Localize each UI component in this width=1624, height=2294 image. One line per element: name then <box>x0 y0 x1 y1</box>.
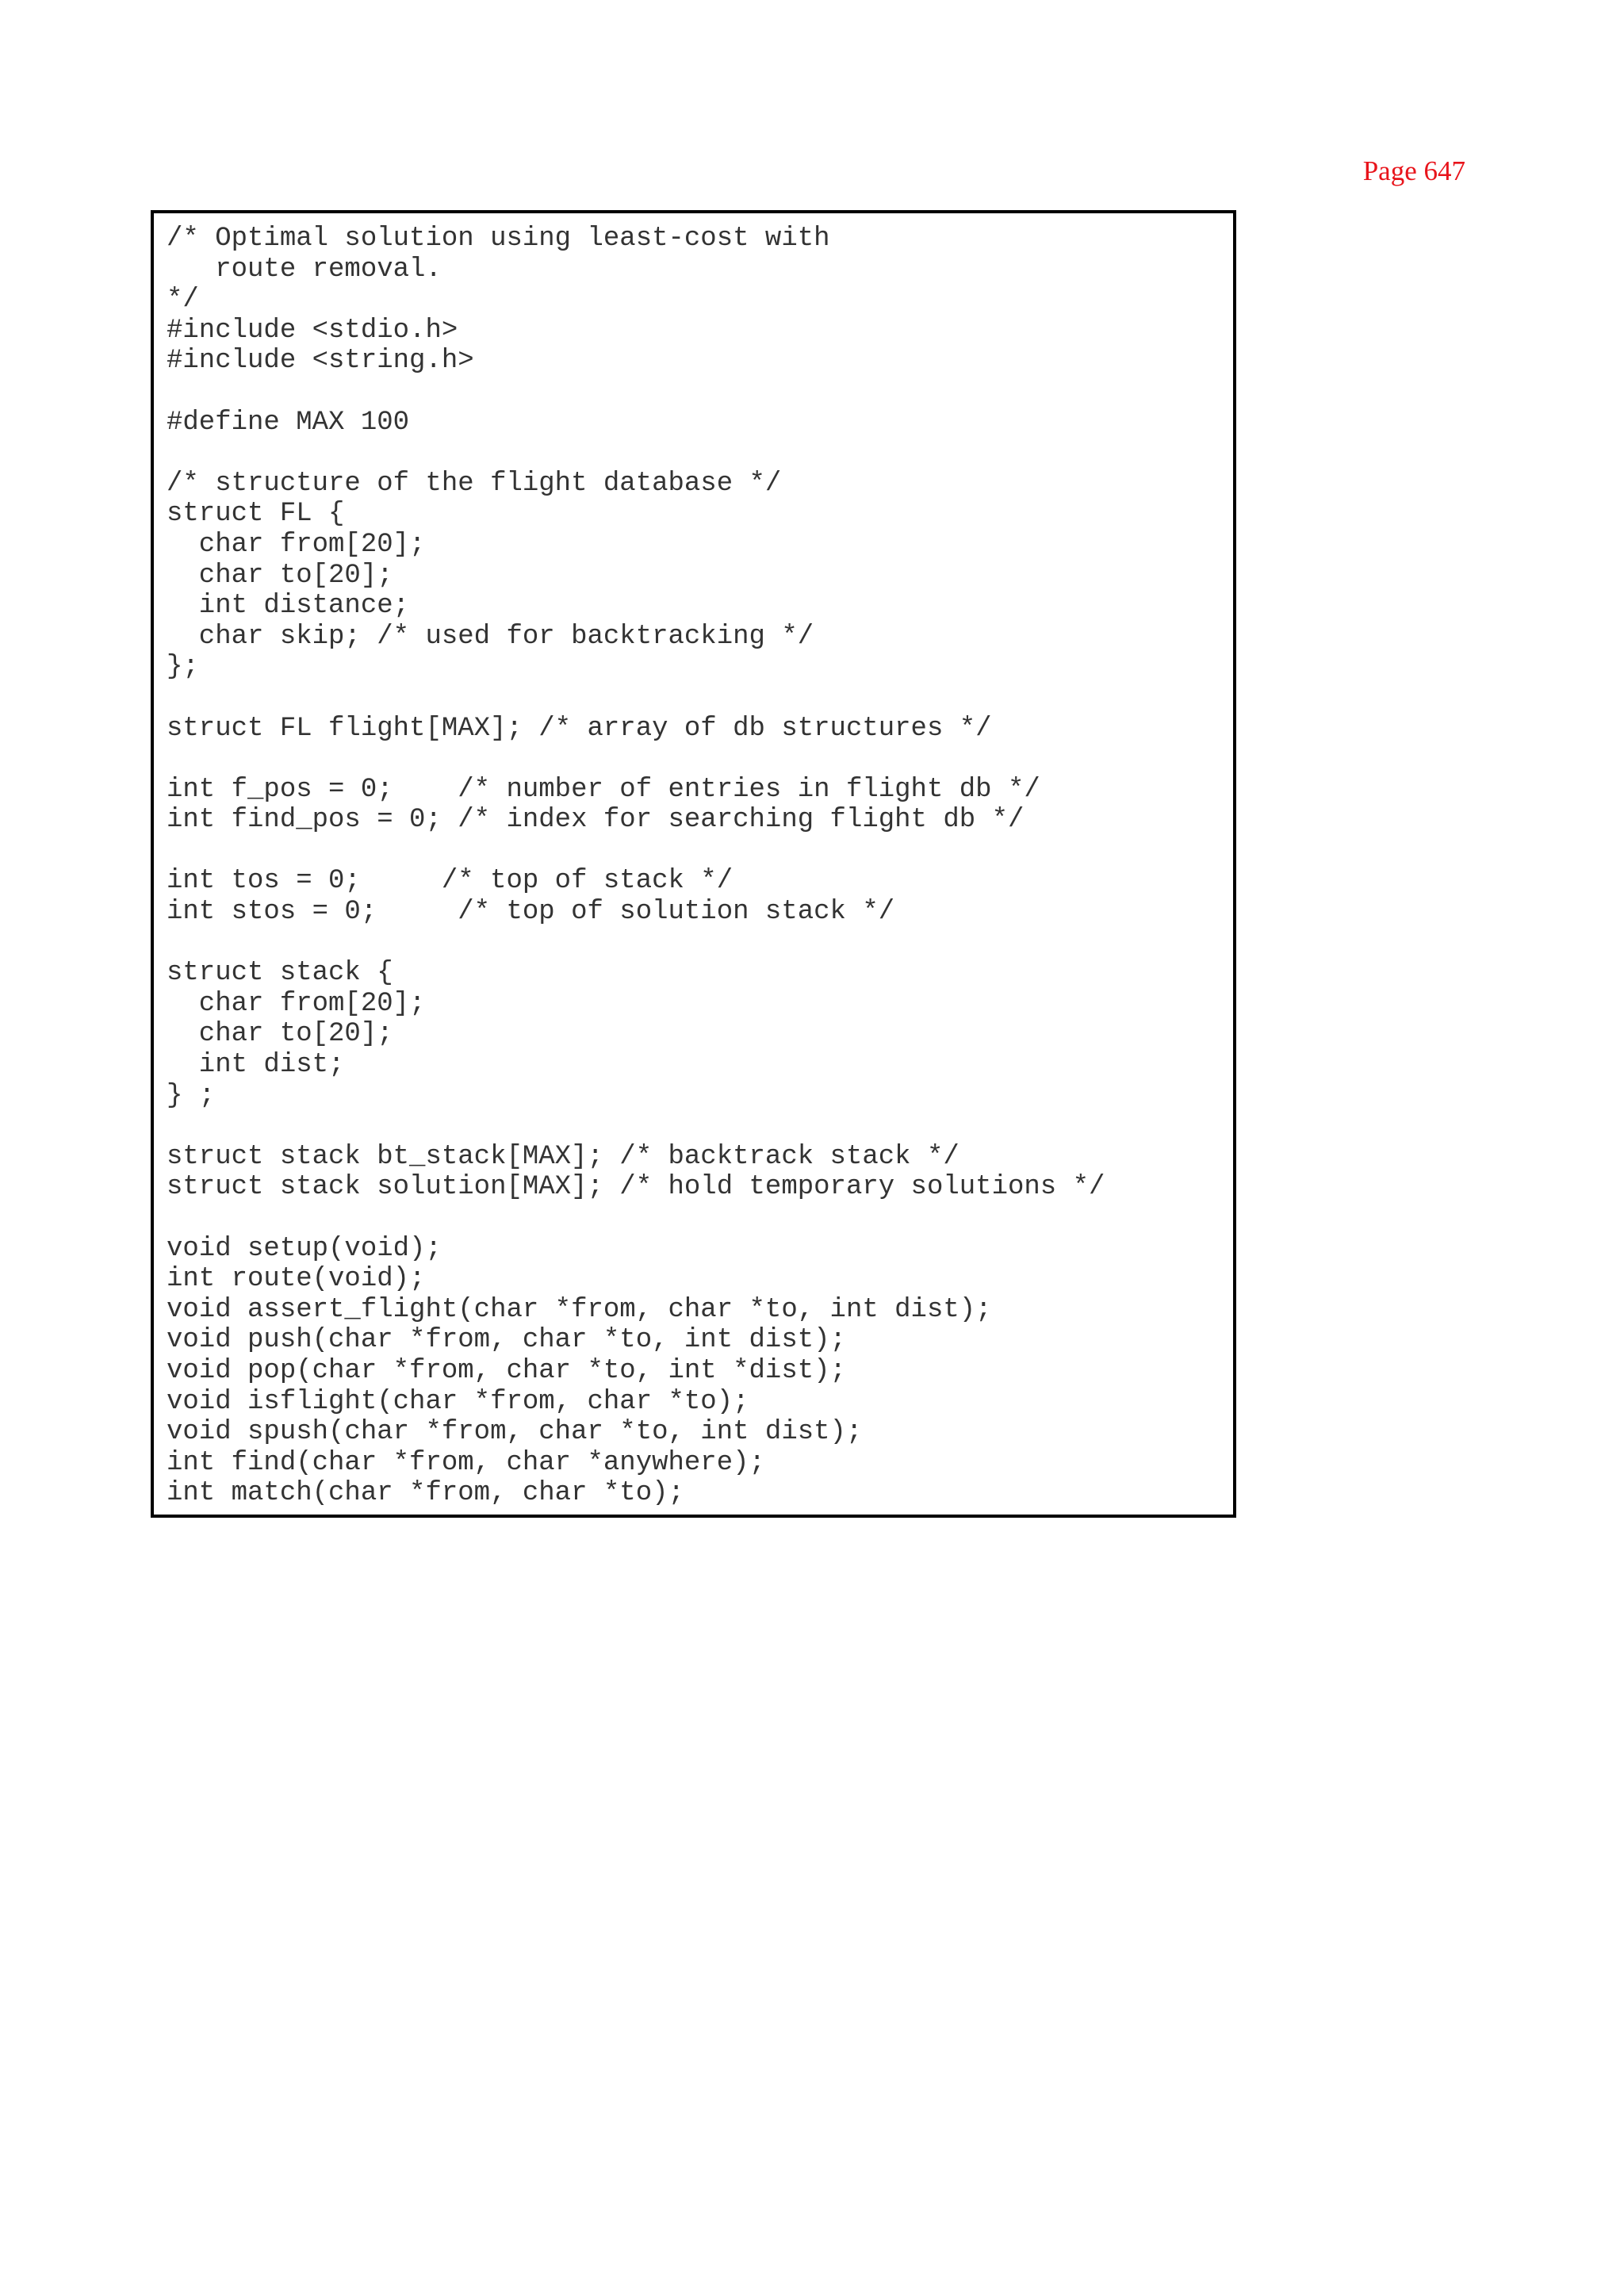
code-line: route removal. <box>167 254 442 285</box>
code-line: */ <box>167 285 199 316</box>
code-listing <box>167 224 1105 1509</box>
code-line-blank <box>167 836 1105 867</box>
code-line: char from[20]; <box>167 988 426 1019</box>
code-line: int find_pos = 0; /* index for searching flight db */ <box>167 805 1025 836</box>
code-line-blank <box>167 1203 1105 1234</box>
code-line: int f_pos = 0; /* number of entries in flight db */ <box>167 774 1040 805</box>
code-line: #include <string.h> <box>167 346 474 377</box>
code-line: #include <stdio.h> <box>167 315 458 346</box>
code-line: struct FL { <box>167 499 345 530</box>
code-line-blank <box>167 1111 1105 1142</box>
code-line-blank <box>167 744 1105 775</box>
code-line: char to[20]; <box>167 560 393 591</box>
code-line: void pop(char *from, char *to, int *dist); <box>167 1355 846 1386</box>
code-line: void isflight(char *from, char *to); <box>167 1386 749 1417</box>
code-line: int dist; <box>167 1050 345 1081</box>
code-line: }; <box>167 652 199 683</box>
code-line: struct stack bt_stack[MAX]; /* backtrack stack */ <box>167 1141 959 1172</box>
code-line: struct stack { <box>167 958 393 989</box>
code-line: int stos = 0; /* top of solution stack */ <box>167 897 895 928</box>
page-number: Page 647 <box>1362 155 1465 186</box>
code-line: char to[20]; <box>167 1019 393 1050</box>
code-line: void setup(void); <box>167 1233 442 1264</box>
code-line-blank <box>167 377 1105 408</box>
code-line: char skip; /* used for backtracking */ <box>167 621 814 652</box>
code-line: void spush(char *from, char *to, int dist); <box>167 1417 863 1448</box>
code-line: int match(char *from, char *to); <box>167 1478 684 1509</box>
code-line-blank <box>167 928 1105 959</box>
code-line: /* structure of the flight database */ <box>167 468 782 499</box>
code-line: void push(char *from, char *to, int dist); <box>167 1325 846 1356</box>
code-line: struct stack solution[MAX]; /* hold temporary solutions */ <box>167 1172 1105 1203</box>
code-listing-box <box>151 210 1236 1518</box>
code-line: char from[20]; <box>167 529 426 560</box>
code-line-blank <box>167 683 1105 714</box>
code-line: void assert_flight(char *from, char *to, int dist); <box>167 1294 992 1325</box>
code-line-blank <box>167 438 1105 469</box>
code-line: struct FL flight[MAX]; /* array of db structures */ <box>167 713 992 744</box>
code-line: #define MAX 100 <box>167 407 410 438</box>
code-line: int distance; <box>167 591 410 622</box>
code-line: int tos = 0; /* top of stack */ <box>167 866 733 897</box>
code-line: } ; <box>167 1080 216 1111</box>
code-line: /* Optimal solution using least-cost with <box>167 224 830 254</box>
code-line: int find(char *from, char *anywhere); <box>167 1447 765 1478</box>
code-line: int route(void); <box>167 1264 426 1295</box>
